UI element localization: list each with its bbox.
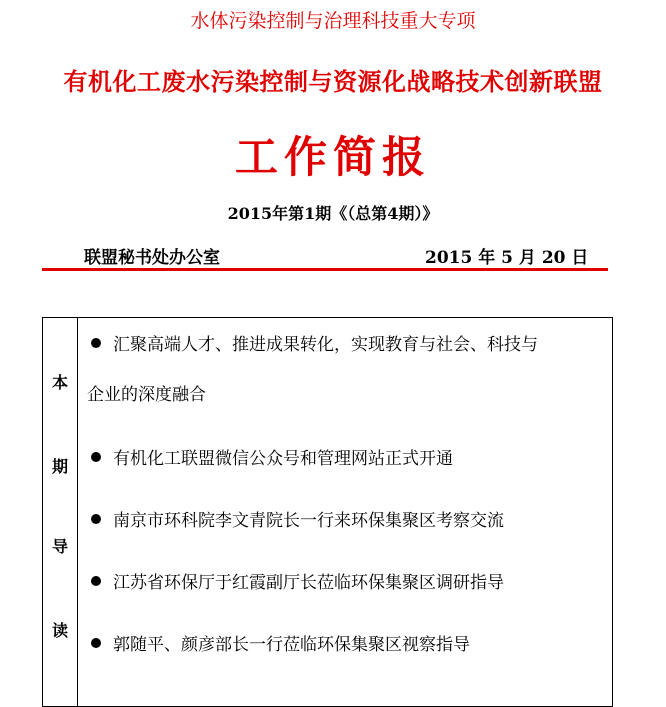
header-rule (42, 268, 608, 271)
toc-item (91, 506, 504, 531)
toc-item (91, 330, 538, 355)
bullet-icon (91, 576, 101, 586)
toc-item-text: 汇聚高端人才、推进成果转化，实现教育与社会、科技与 (113, 335, 538, 355)
toc-item-continuation: 企业的深度融合 (87, 385, 206, 405)
bullet-icon (91, 514, 101, 524)
supertitle: 水体污染控制与治理科技重大专项 (190, 10, 476, 32)
toc-item (91, 630, 470, 655)
toc-box (42, 317, 613, 707)
issue-number: 2015年第1期《（总第4期）》 (227, 204, 439, 223)
toc-item-text: 南京市环科院李文青院长一行来环保集聚区考察交流 (113, 511, 504, 531)
toc-item (91, 568, 504, 593)
bullet-icon (91, 638, 101, 648)
bullet-icon (91, 452, 101, 462)
issue-date: 2015 年 5 月 20 日 (425, 248, 589, 268)
side-char: 本 (51, 373, 68, 392)
toc-item-text: 郭随平、颜彦部长一行莅临环保集聚区视察指导 (113, 635, 470, 655)
alliance-title: 有机化工废水污染控制与资源化战略技术创新联盟 (63, 68, 603, 96)
side-char: 期 (51, 457, 68, 476)
bulletin-title: 工作简报 (235, 133, 431, 183)
bullet-icon (91, 338, 101, 348)
issuing-office: 联盟秘书处办公室 (84, 248, 220, 268)
toc-item-text: 有机化工联盟微信公众号和管理网站正式开通 (113, 449, 453, 469)
side-char: 导 (51, 537, 68, 556)
toc-side-label (43, 318, 78, 706)
toc-item (91, 444, 453, 469)
side-char: 读 (51, 621, 68, 640)
toc-item-text: 江苏省环保厅于红霞副厅长莅临环保集聚区调研指导 (113, 573, 504, 593)
